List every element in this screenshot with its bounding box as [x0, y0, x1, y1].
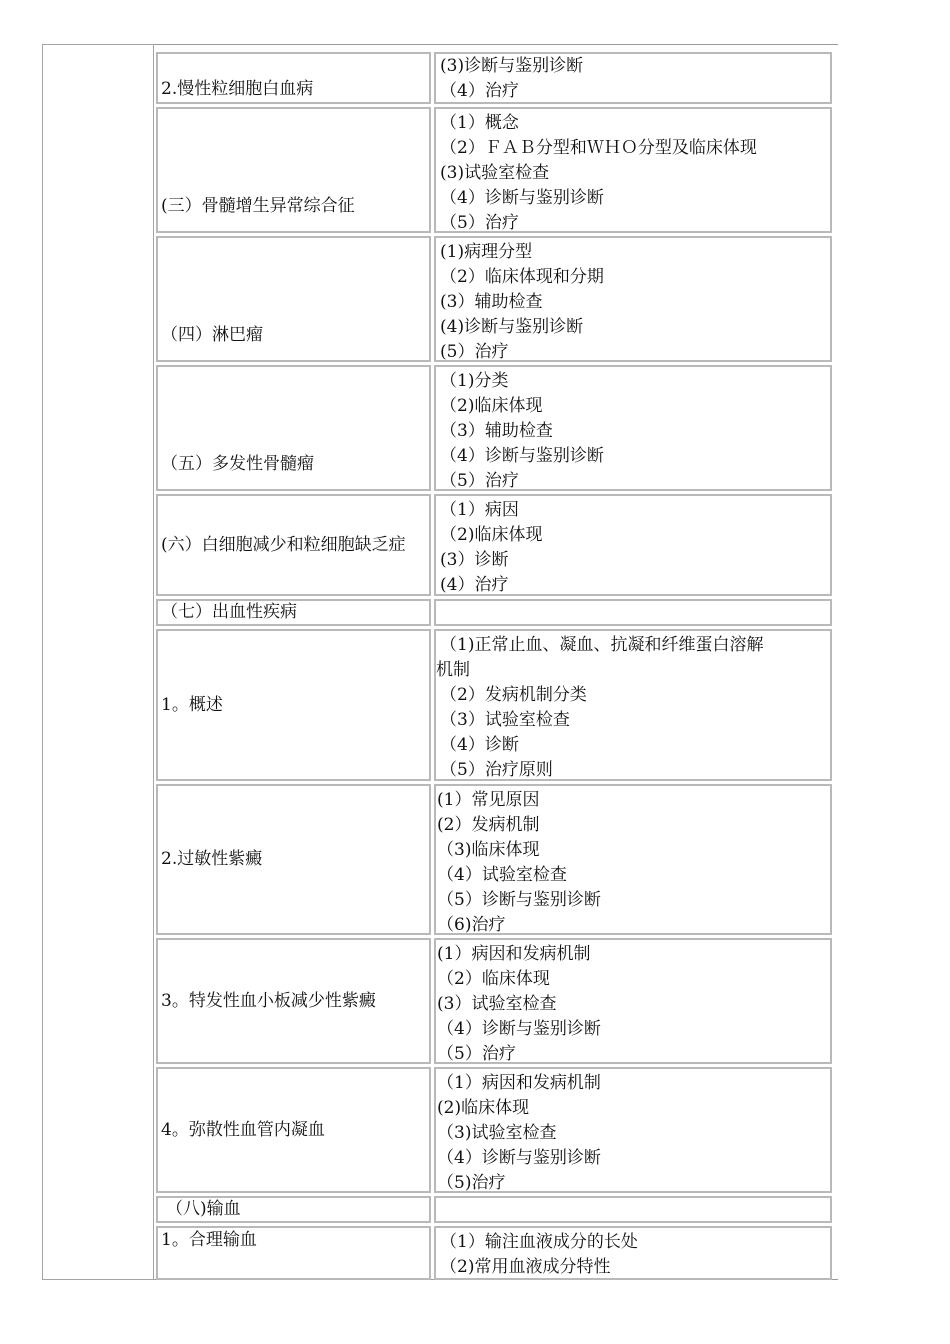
subtopic-item: （1）病因和发病机制	[437, 1073, 601, 1093]
subtopic-item: （5）治疗	[440, 471, 519, 491]
topic-cell	[156, 1196, 431, 1223]
topic-text: (三）骨髓增生异常综合征	[161, 196, 355, 216]
subtopic-item: 机制	[436, 660, 470, 680]
subtopic-item: (3）辅助检查	[440, 292, 543, 312]
subtopic-item: （2）临床体现	[437, 969, 550, 989]
table-row	[156, 629, 832, 781]
topic-text: （七）出血性疾病	[161, 602, 297, 622]
subtopic-item: （1）病因	[440, 500, 519, 520]
subtopic-cell	[434, 1067, 832, 1193]
topic-cell	[156, 1067, 431, 1193]
subtopic-item: (1)病理分型	[440, 242, 533, 262]
subtopic-item: （4）试验室检查	[437, 865, 567, 885]
subtopic-cell	[434, 784, 832, 935]
topic-cell	[156, 494, 431, 596]
subtopic-item: （4）诊断与鉴别诊断	[437, 1019, 601, 1039]
subtopic-item: (3)诊断与鉴别诊断	[440, 56, 584, 76]
topic-cell	[156, 784, 431, 935]
subtopic-item: （5）治疗原则	[440, 760, 553, 780]
topic-cell	[156, 52, 431, 104]
subtopic-item: （4）诊断与鉴别诊断	[440, 188, 604, 208]
subtopic-item: (2)临床体现	[437, 1098, 530, 1118]
subtopic-item: (3)试验室检查	[440, 163, 550, 183]
table-row	[156, 1196, 832, 1223]
subtopic-cell	[434, 1226, 832, 1280]
subtopic-item: (3）诊断	[440, 550, 509, 570]
table-row	[156, 365, 832, 491]
subtopic-item: （1）概念	[440, 113, 519, 133]
subtopic-item: (5）治疗	[440, 342, 509, 362]
subtopic-item: （2)常用血液成分特性	[440, 1257, 611, 1277]
table-row	[156, 938, 832, 1064]
table-row	[156, 107, 832, 233]
subtopic-item: （3）辅助检查	[440, 421, 553, 441]
subtopic-item: （6)治疗	[437, 915, 506, 935]
topic-text: (六）白细胞减少和粒细胞缺乏症	[161, 534, 406, 555]
topic-text: （五）多发性骨髓瘤	[161, 454, 314, 474]
subtopic-item: （2）临床体现和分期	[440, 267, 604, 287]
topic-cell	[156, 629, 431, 781]
subtopic-cell	[434, 236, 832, 362]
subtopic-item: （2)临床体现	[440, 396, 543, 416]
subtopic-item: (4)诊断与鉴别诊断	[440, 317, 584, 337]
subtopic-item: （4）治疗	[440, 81, 519, 101]
table-row	[156, 784, 832, 935]
topic-text: （八)输血	[166, 1199, 241, 1219]
topic-cell	[156, 236, 431, 362]
subtopic-item: （3)试验室检查	[437, 1123, 557, 1143]
table-row	[156, 599, 832, 626]
table-row	[156, 52, 832, 104]
subtopic-item: （3）试验室检查	[440, 710, 570, 730]
subtopic-item: （4）诊断	[440, 735, 519, 755]
topic-text: 1。合理输血	[161, 1230, 257, 1250]
table-row	[156, 1067, 832, 1193]
subtopic-item: （2）ＦＡＢ分型和ＷＨＯ分型及临床体现	[440, 138, 757, 158]
subtopic-item: （5)治疗	[437, 1173, 506, 1193]
subtopic-item: （1)分类	[440, 371, 509, 391]
subtopic-item: (3）试验室检查	[437, 994, 557, 1014]
subtopic-item: (4）治疗	[440, 575, 509, 595]
topic-cell	[156, 599, 431, 626]
subtopic-item: （4）诊断与鉴别诊断	[437, 1148, 601, 1168]
subtopic-item: （5）治疗	[440, 213, 519, 233]
topic-text: 4。弥散性血管内凝血	[161, 1119, 325, 1140]
subtopic-cell	[434, 107, 832, 233]
subtopic-item: （5）治疗	[437, 1044, 516, 1064]
topic-cell	[156, 107, 431, 233]
subtopic-item: （1)正常止血、凝血、抗凝和纤维蛋白溶解	[440, 635, 764, 655]
subtopic-item: (1）病因和发病机制	[437, 944, 591, 964]
subtopic-item: （5）诊断与鉴别诊断	[437, 890, 601, 910]
topic-text: 3。特发性血小板减少性紫癜	[161, 990, 376, 1011]
subtopic-item: （2)临床体现	[440, 525, 543, 545]
subtopic-item: （4）诊断与鉴别诊断	[440, 446, 604, 466]
subtopic-cell	[434, 938, 832, 1064]
topic-cell	[156, 365, 431, 491]
topic-text: （四）淋巴瘤	[161, 325, 263, 345]
table-row	[156, 494, 832, 596]
table-row	[156, 1226, 832, 1280]
subtopic-cell	[434, 365, 832, 491]
subtopic-item: (1）常见原因	[437, 790, 540, 810]
category-column	[42, 44, 154, 1280]
topic-cell	[156, 1226, 431, 1280]
topic-cell	[156, 938, 431, 1064]
subtopic-cell	[434, 1196, 832, 1223]
subtopic-item: (2）发病机制	[437, 815, 540, 835]
subtopic-item: （2）发病机制分类	[440, 685, 587, 705]
subtopic-cell	[434, 494, 832, 596]
subtopic-cell	[434, 599, 832, 626]
subtopic-cell	[434, 52, 832, 104]
table-row	[156, 236, 832, 362]
subtopic-cell	[434, 629, 832, 781]
topic-text: 2.过敏性紫癜	[161, 849, 263, 869]
subtopic-item: （3)临床体现	[437, 840, 540, 860]
topic-text: 2.慢性粒细胞白血病	[161, 79, 314, 99]
topic-text: 1。概述	[161, 694, 223, 715]
subtopic-item: （1）输注血液成分的长处	[440, 1232, 638, 1252]
